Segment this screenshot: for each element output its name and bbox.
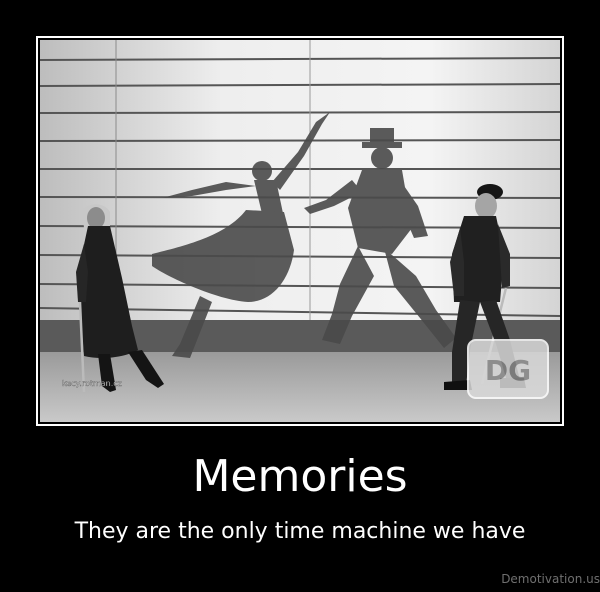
watermark: Demotivation.us [501, 572, 600, 586]
photo-credit: kecy.rotman.cz [62, 379, 122, 388]
poster-title: Memories [192, 451, 408, 502]
dg-logo [468, 340, 548, 398]
poster-photo [40, 40, 560, 422]
poster-subtitle: They are the only time machine we have [74, 519, 526, 544]
dg-logo-text: DG [484, 354, 532, 387]
photo-frame [36, 36, 564, 426]
